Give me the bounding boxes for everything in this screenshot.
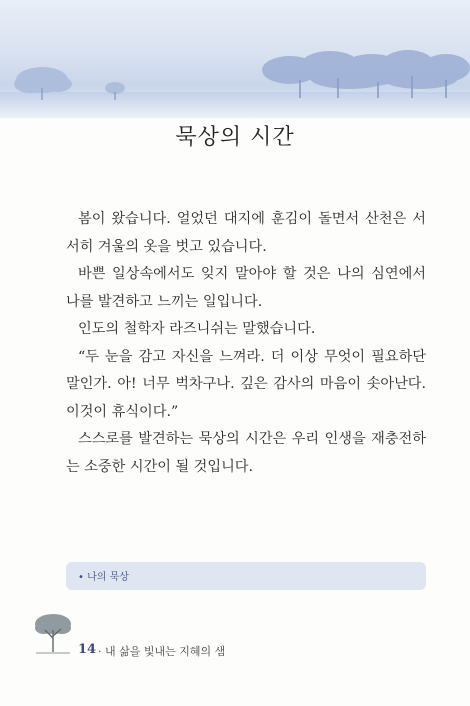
- book-title: · 내 삶을 빛내는 지혜의 샘: [98, 645, 226, 658]
- page-title: 묵상의 시간: [175, 125, 295, 150]
- note-label: • 나의 묵상: [78, 572, 129, 583]
- paragraph: 바쁜 일상속에서도 잊지 말아야 할 것은 나의 심연에서 나를 발견하고 느끼는 일입니다.: [66, 266, 426, 310]
- tree-icon: [30, 610, 76, 660]
- body-text: [66, 206, 426, 481]
- meditation-note-box: [66, 562, 426, 590]
- header-banner: [0, 0, 470, 118]
- paragraph: “두 눈을 감고 자신을 느껴라. 더 이상 무엇이 필요하단 말인가. 아! 너무 벅차구나. 깊은 감사의 마음이 솟아난다. 이것이 휴식이다.”: [66, 348, 426, 420]
- paragraph: 인도의 철학자 라즈니쉬는 말했습니다.: [78, 321, 316, 337]
- paragraph: 봄이 왔습니다. 얼었던 대지에 훈김이 돌면서 산천은 서서히 겨울의 옷을 벗고 있습니다.: [66, 211, 426, 255]
- page-number: 14: [78, 642, 97, 657]
- tree-landscape-illustration: [0, 0, 470, 118]
- paragraph: 스스로를 발견하는 묵상의 시간은 우리 인생을 재충전하는 소중한 시간이 될 것입니다.: [66, 431, 426, 475]
